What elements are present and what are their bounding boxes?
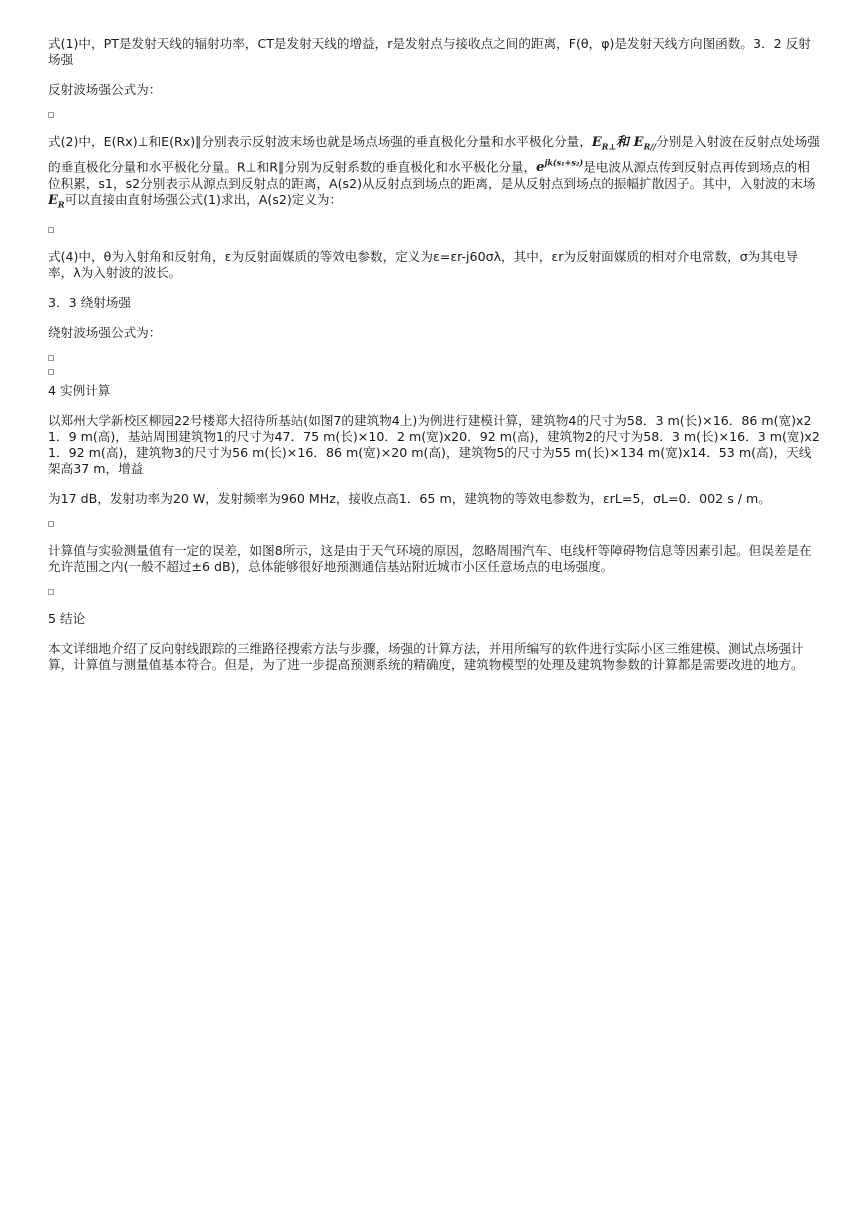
paragraph-equivalent-parameter: 式(4)中，θ为入射角和反射角，ε为反射面媒质的等效电参数，定义为ε=εr-j60σλ，其中，εr为反射面媒质的相对介电常数，σ为其电导率，λ为入射波的波长。 [48, 248, 799, 280]
paragraph-error-analysis: 计算值与实验测量值有一定的误差，如图8所示，这是由于天气环境的原因，忽略周围汽车、电线杆等障碍物信息等因素引起。但误差是在允许范围之内(一般不超过±6 dB)，总体能够很好地预测通信基站附近城市小区任意场点的电场强度。 [48, 542, 812, 574]
section-heading-5: 5 结论 [48, 610, 86, 626]
paragraph-reflection-explanation [48, 134, 822, 213]
paragraph-diffraction-formula-intro: 绕射波场强公式为： [48, 324, 162, 340]
paragraph-example-parameters: 为17 dB，发射功率为20 W，发射频率为960 MHz，接收点高1．65 m，建筑物的等效电参数为，εrL=5，σL=0．002 s / m。 [48, 490, 771, 506]
section-heading-3-3: 3．3 绕射场强 [48, 294, 131, 310]
formula-inline-image: $E_R$ [48, 192, 65, 210]
broken-image-icon [48, 355, 54, 361]
text-segment: 式(2)中，E(Rx)⊥和E(Rx)∥分别表示反射波末场也就是场点场强的垂直极化分量和水平极化分量， [48, 134, 592, 149]
paragraph-direct-field-explanation: 式(1)中，PT是发射天线的辐射功率，CT是发射天线的增益，r是发射点与接收点之间的距离，F(θ，φ)是发射天线方向图函数。3．2 反射场强 [48, 36, 811, 67]
broken-image-icon [48, 227, 54, 233]
text-segment: 是电波从源点传到反射点再传到场点的相位积累，s1，s2分别表示从源点到反射点的距离，A(s2)从反射点到场点的距离，是从反射点到场点的振幅扩散因子。其中，入射波的末场 [48, 158, 816, 191]
text-segment: 分别是入射波在反射点处场强的垂直极化分量和水平极化分量。R⊥和R∥分别为反射系数的垂直极化和水平极化分量， [48, 134, 820, 174]
paragraph-example-buildings: 以郑州大学新校区柳园22号楼郑大招待所基站(如图7的建筑物4上)为例进行建模计算，建筑物4的尺寸为58．3 m(长)×16．86 m(宽)x21．9 m(高)，基站周围建筑物1的尺寸为47．75 m(长)×10．2 m(宽)x20．92 m(高)，建筑物2的尺寸为58．3 m(长)×16．3 m(宽)x21．92 m(高)，建筑物3的尺寸为56 m(长)×16．86 m(宽)×20 m(高)，建筑物5的尺寸为55 m(长)×134 m(宽)x14．53 m(高)，天线架高37 m，增益 [48, 412, 820, 476]
paragraph-reflection-formula-intro: 反射波场强公式为： [48, 82, 162, 97]
broken-image-icon [48, 369, 54, 375]
broken-image-icon [48, 521, 54, 527]
article-body [48, 36, 822, 687]
formula-inline-image: $e^{jk(s_1+s_2)}$ [536, 157, 584, 175]
section-heading-4: 4 实例计算 [48, 382, 111, 398]
broken-image-icon [48, 112, 54, 118]
formula-inline-image: $E_{R\perp}$和 $E_{R//}$ [591, 135, 657, 152]
text-segment: 可以直接由直射场强公式(1)求出，A(s2)定义为： [64, 191, 343, 207]
paragraph-conclusion: 本文详细地介绍了反向射线跟踪的三维路径搜索方法与步骤，场强的计算方法，并用所编写的软件进行实际小区三维建模、测试点场强计算，计算值与测量值基本符合。但是，为了进一步提高预测系统的精确度，建筑物模型的处理及建筑物参数的计算都是需要改进的地方。 [48, 640, 804, 672]
broken-image-icon [48, 589, 54, 595]
